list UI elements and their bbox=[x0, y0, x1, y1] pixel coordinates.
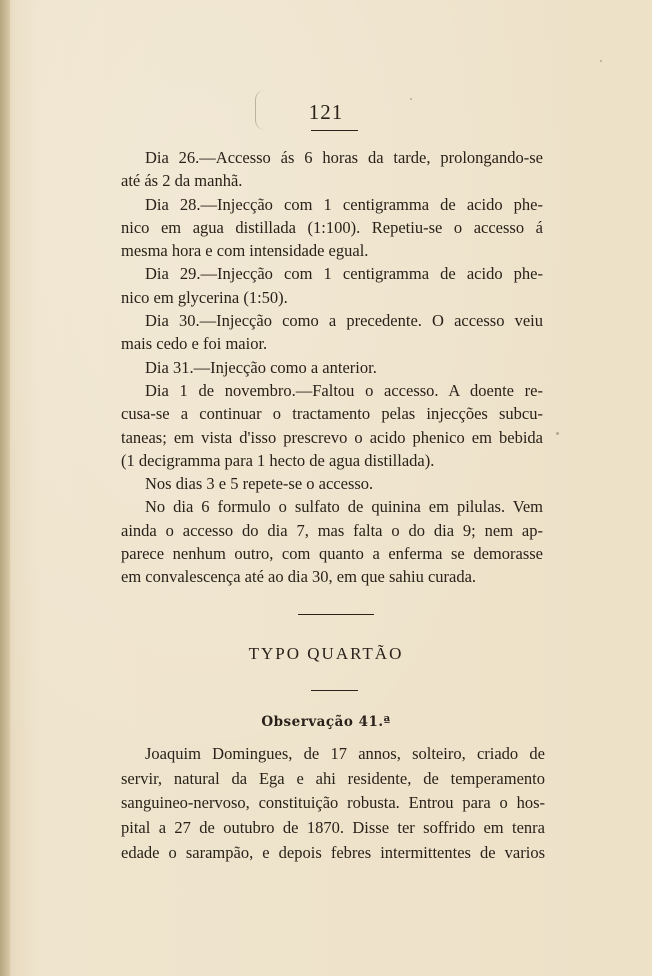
observation-heading: Observação 41.ª bbox=[261, 714, 391, 730]
text-line: No dia 6 formulo o sulfato de quinina em pilulas. Vem bbox=[145, 497, 543, 517]
section-divider-bottom bbox=[311, 690, 358, 691]
text-line: nico em glycerina (1:50). bbox=[121, 287, 288, 307]
paper-speck bbox=[556, 432, 559, 435]
observation-text-block bbox=[121, 742, 545, 865]
binding-edge bbox=[0, 0, 10, 976]
text-line: Dia 31.—Injecção como a anterior. bbox=[145, 357, 377, 377]
text-line: Joaquim Domingues, de 17 annos, solteiro, criado de bbox=[145, 744, 545, 763]
text-line: Dia 26.—Accesso ás 6 horas da tarde, prolongando-se bbox=[145, 148, 543, 167]
text-line: até ás 2 da manhã. bbox=[121, 171, 243, 191]
text-line: (1 decigramma para 1 hecto de agua distillada). bbox=[121, 450, 435, 470]
text-line: parece nenhum outro, com quanto a enferma se demorasse bbox=[121, 544, 543, 564]
text-line: servir, natural da Ega e ahi residente, de temperamento bbox=[121, 768, 545, 788]
text-line: edade o sarampão, e depois febres intermittentes de varios bbox=[121, 842, 545, 862]
text-line: ainda o accesso do dia 7, mas falta o do dia 9; nem ap- bbox=[121, 520, 543, 540]
text-line: Dia 1 de novembro.—Faltou o accesso. A doente re- bbox=[145, 380, 543, 400]
page-number-rule bbox=[311, 130, 358, 131]
section-title: TYPO QUARTÃO bbox=[248, 644, 404, 663]
text-line: cusa-se a continuar o tractamento pelas injecções subcu- bbox=[121, 404, 543, 424]
text-line: mesma hora e com intensidade egual. bbox=[121, 241, 369, 261]
paper-speck bbox=[600, 60, 602, 62]
text-line: sanguineo-nervoso, constituição robusta. Entrou para o hos- bbox=[121, 793, 545, 813]
text-line: Dia 30.—Injecção como a precedente. O accesso veiu bbox=[145, 311, 543, 331]
text-line: Dia 28.—Injecção com 1 centigramma de acido phe- bbox=[145, 194, 543, 214]
text-line: Dia 29.—Injecção com 1 centigramma de acido phe- bbox=[145, 264, 543, 284]
text-line: mais cedo e foi maior. bbox=[121, 334, 268, 354]
text-line: em convalescença até ao dia 30, em que sahiu curada. bbox=[121, 567, 477, 587]
text-line: nico em agua distillada (1:100). Repetiu-se o accesso á bbox=[121, 217, 543, 237]
text-line: pital a 27 de outubro de 1870. Disse ter soffrido em tenra bbox=[121, 818, 545, 838]
section-divider-top bbox=[298, 614, 374, 615]
paper-speck bbox=[410, 98, 412, 100]
text-line: Nos dias 3 e 5 repete-se o accesso. bbox=[145, 474, 374, 494]
body-text-block bbox=[121, 146, 543, 589]
text-line: taneas; em vista d'isso prescrevo o acido phenico em bebida bbox=[121, 427, 543, 447]
page-number: 121 bbox=[308, 100, 344, 124]
